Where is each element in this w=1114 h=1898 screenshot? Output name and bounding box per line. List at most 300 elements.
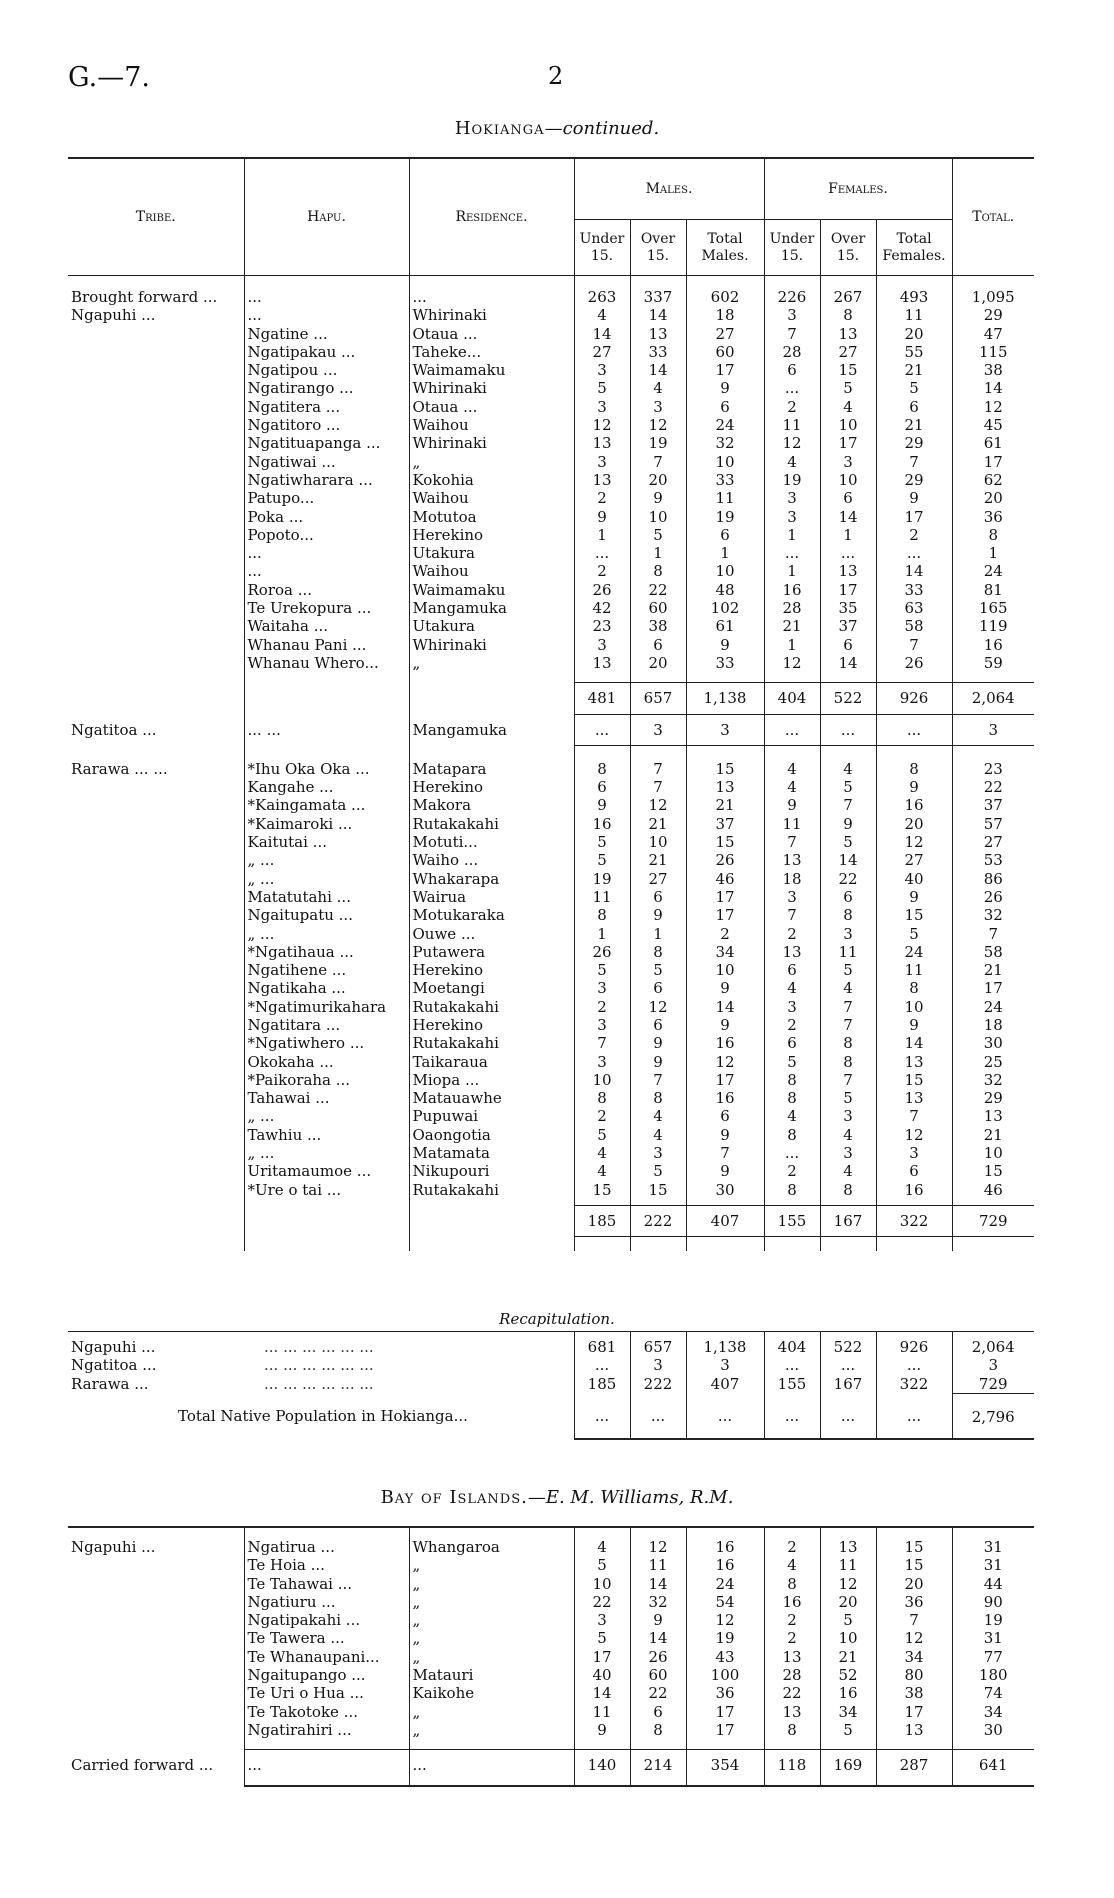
table-row xyxy=(68,1721,1034,1739)
total-females: 21 xyxy=(876,361,952,379)
males-under-15: 3 xyxy=(574,361,630,379)
females-over-15: 5 xyxy=(820,833,876,851)
males-under-15: 9 xyxy=(574,796,630,814)
total-males: 100 xyxy=(686,1666,764,1684)
spacer-cell xyxy=(952,1237,1034,1252)
females-over-15: 10 xyxy=(820,416,876,434)
males-over-15: 3 xyxy=(630,398,686,416)
spacer-cell xyxy=(244,276,409,289)
males-under-15: 22 xyxy=(574,1593,630,1611)
table-row xyxy=(68,562,1034,580)
hapu-cell: Ngatipakau ... xyxy=(244,343,409,361)
females-under-15: 28 xyxy=(764,343,820,361)
males-over-15: 11 xyxy=(630,1556,686,1574)
tribe-cell xyxy=(68,581,244,599)
header-residence: Residence. xyxy=(409,158,574,276)
females-over-15: 3 xyxy=(820,1107,876,1125)
table-row xyxy=(68,1181,1034,1199)
tribe-cell xyxy=(68,1666,244,1684)
spacer-cell xyxy=(686,672,764,683)
males-under-15: 8 xyxy=(574,906,630,924)
spacer-cell xyxy=(244,672,409,683)
residence-cell: Utakura xyxy=(409,617,574,635)
residence-cell: Otaua ... xyxy=(409,398,574,416)
spacer-cell xyxy=(630,672,686,683)
header-hapu: Hapu. xyxy=(244,158,409,276)
table-row xyxy=(68,1575,1034,1593)
males-under-15: 4 xyxy=(574,306,630,324)
total-males: 16 xyxy=(686,1556,764,1574)
females-over-15: 17 xyxy=(820,434,876,452)
total-females: 13 xyxy=(876,1721,952,1739)
table-row xyxy=(68,998,1034,1016)
females-over-15: 13 xyxy=(820,1538,876,1556)
total-males: 17 xyxy=(686,1703,764,1721)
tribe-cell xyxy=(68,1575,244,1593)
males-over-15: 7 xyxy=(630,1071,686,1089)
females-under-15: 4 xyxy=(764,453,820,471)
residence-cell: Waimamaku xyxy=(409,361,574,379)
total-females: 9 xyxy=(876,1016,952,1034)
header-females-over-15: Over 15. xyxy=(820,220,876,276)
hapu-cell: „ ... xyxy=(244,851,409,869)
spacer-cell xyxy=(409,1739,574,1750)
total-cell: 61 xyxy=(952,434,1034,452)
tribe-cell: Ngapuhi ... xyxy=(71,306,156,325)
tribe-cell xyxy=(68,398,244,416)
females-over-15: 11 xyxy=(820,943,876,961)
males-over-15: 12 xyxy=(630,1538,686,1556)
males-over-15: 6 xyxy=(630,1016,686,1034)
males-over-15: 7 xyxy=(630,778,686,796)
females-over-15: 4 xyxy=(820,398,876,416)
tribe-cell xyxy=(68,1611,244,1629)
total-males: 48 xyxy=(686,581,764,599)
tribe-cell xyxy=(68,925,244,943)
spacer-cell xyxy=(952,276,1034,289)
total-males: 9 xyxy=(686,1016,764,1034)
total-males: 34 xyxy=(686,943,764,961)
tribe-cell xyxy=(68,1107,244,1125)
hokianga-table xyxy=(68,157,1034,1251)
hapu-cell: ... xyxy=(244,288,409,306)
hapu-cell: Poka ... xyxy=(244,508,409,526)
total-males: 54 xyxy=(686,1593,764,1611)
hapu-cell: Te Whanaupani... xyxy=(244,1648,409,1666)
spacer-cell xyxy=(952,745,1034,760)
total-females: 13 xyxy=(876,1089,952,1107)
males-over-15: 14 xyxy=(630,1629,686,1647)
hapu-cell: Ngatipakahi ... xyxy=(244,1611,409,1629)
table-row xyxy=(68,1684,1034,1702)
total-cell: 16 xyxy=(952,636,1034,654)
tribe-cell xyxy=(68,416,244,434)
residence-cell: Whangaroa xyxy=(409,1538,574,1556)
spacer-cell xyxy=(630,276,686,289)
section-title-main: Hokianga xyxy=(454,118,545,139)
females-over-15: 10 xyxy=(820,471,876,489)
tribe-cell: Ngatitoa ... xyxy=(71,720,157,739)
tribe-cell xyxy=(68,943,244,961)
spacer-cell xyxy=(244,745,409,760)
females-over-15: 5 xyxy=(820,1611,876,1629)
males-under-15: 5 xyxy=(574,1629,630,1647)
tribe-cell xyxy=(68,906,244,924)
females-over-15: 8 xyxy=(820,1181,876,1199)
total-males: 602 xyxy=(686,288,764,306)
table-row xyxy=(68,979,1034,997)
tribe-cell xyxy=(68,1593,244,1611)
hapu-cell: Ngaitupango ... xyxy=(244,1666,409,1684)
tribe-cell xyxy=(68,1053,244,1071)
total-males: 6 xyxy=(686,398,764,416)
females-under-15: 6 xyxy=(764,1034,820,1052)
females-under-15: 7 xyxy=(764,325,820,343)
males-over-15: 6 xyxy=(630,888,686,906)
males-under-15: 6 xyxy=(574,778,630,796)
females-under-15: 3 xyxy=(764,306,820,324)
males-under-15: 13 xyxy=(574,654,630,672)
residence-cell: Matapara xyxy=(409,760,574,778)
females-under-15: 118 xyxy=(764,1750,820,1786)
males-under-15: 3 xyxy=(574,398,630,416)
males-over-15: 33 xyxy=(630,343,686,361)
females-over-15: 7 xyxy=(820,1071,876,1089)
males-over-15: 9 xyxy=(630,1053,686,1071)
total-females: 9 xyxy=(876,778,952,796)
females-over-15: 10 xyxy=(820,1629,876,1647)
hapu-cell: Popoto... xyxy=(244,526,409,544)
header-males: Males. xyxy=(574,158,764,220)
males-under-15: 9 xyxy=(574,508,630,526)
total-cell: 45 xyxy=(952,416,1034,434)
leader-dots: ... ... ... ... ... ... xyxy=(264,1356,374,1375)
total-males: 15 xyxy=(686,760,764,778)
females-over-15: 5 xyxy=(820,1089,876,1107)
hapu-cell: Ngatituapanga ... xyxy=(244,434,409,452)
tribe-cell xyxy=(68,778,244,796)
header-males-under-15: Under 15. xyxy=(574,220,630,276)
females-over-15: 14 xyxy=(820,654,876,672)
males-over-15: 3 xyxy=(630,1144,686,1162)
table-row xyxy=(68,361,1034,379)
total-females: 287 xyxy=(876,1750,952,1786)
females-under-15: ... xyxy=(764,721,820,739)
residence-cell: Herekino xyxy=(409,778,574,796)
residence-cell: „ xyxy=(409,1556,574,1574)
hapu-cell: Matatutahi ... xyxy=(244,888,409,906)
females-under-15: 3 xyxy=(764,489,820,507)
hapu-cell: Waitaha ... xyxy=(244,617,409,635)
total-females: 58 xyxy=(876,617,952,635)
spacer-cell xyxy=(876,745,952,760)
total-males: 24 xyxy=(686,1575,764,1593)
females-under-15: 404 xyxy=(764,683,820,714)
males-under-15: 2 xyxy=(574,998,630,1016)
total-cell: 30 xyxy=(952,1721,1034,1739)
males-under-15: 15 xyxy=(574,1181,630,1199)
residence-cell: Otaua ... xyxy=(409,325,574,343)
males-under-15: 9 xyxy=(574,1721,630,1739)
females-under-15: ... xyxy=(764,544,820,562)
females-under-15: 2 xyxy=(764,1629,820,1647)
females-under-15: ... xyxy=(764,379,820,397)
total-cell: 17 xyxy=(952,979,1034,997)
females-over-15: 8 xyxy=(820,906,876,924)
females-under-15: 1 xyxy=(764,526,820,544)
recap-row xyxy=(68,1356,1034,1374)
residence-cell: „ xyxy=(409,1593,574,1611)
ngatitoa-row xyxy=(68,721,1034,739)
hapu-cell: Tahawai ... xyxy=(244,1089,409,1107)
total-females: 9 xyxy=(876,489,952,507)
total-females: 6 xyxy=(876,398,952,416)
tribe-cell xyxy=(68,636,244,654)
leader-dots: ... ... ... ... ... ... xyxy=(264,1338,374,1356)
total-females: 14 xyxy=(876,1034,952,1052)
spacer-cell xyxy=(68,1739,244,1750)
total-females: 33 xyxy=(876,581,952,599)
total-cell: 30 xyxy=(952,1034,1034,1052)
residence-cell: Kokohia xyxy=(409,471,574,489)
tribe-cell xyxy=(68,453,244,471)
table-row xyxy=(68,526,1034,544)
hapu-cell: „ ... xyxy=(244,925,409,943)
total-males: 10 xyxy=(686,562,764,580)
females-over-15: 6 xyxy=(820,888,876,906)
total-males: 19 xyxy=(686,1629,764,1647)
spacer-cell xyxy=(244,1739,409,1750)
total-females: 926 xyxy=(876,683,952,714)
total-cell: 46 xyxy=(952,1181,1034,1199)
tribe-cell xyxy=(68,544,244,562)
females-under-15: 4 xyxy=(764,760,820,778)
spacer-cell xyxy=(409,672,574,683)
table-row xyxy=(68,870,1034,888)
females-under-15: 2 xyxy=(764,1538,820,1556)
females-under-15: 155 xyxy=(764,1375,820,1394)
total-cell: 29 xyxy=(952,306,1034,324)
total-cell: 24 xyxy=(952,562,1034,580)
males-over-15: 10 xyxy=(630,833,686,851)
tribe-cell xyxy=(68,1071,244,1089)
females-over-15: 6 xyxy=(820,636,876,654)
table-row xyxy=(68,1162,1034,1180)
total-males: 11 xyxy=(686,489,764,507)
tribe-cell xyxy=(68,961,244,979)
females-under-15: 2 xyxy=(764,1016,820,1034)
total-cell: 31 xyxy=(952,1629,1034,1647)
hapu-cell: *Ngatimurikahara xyxy=(244,998,409,1016)
females-over-15: ... xyxy=(820,544,876,562)
spacer-cell xyxy=(952,1527,1034,1538)
females-over-15: 3 xyxy=(820,453,876,471)
females-over-15: 3 xyxy=(820,925,876,943)
females-over-15: 52 xyxy=(820,1666,876,1684)
total-cell: 1 xyxy=(952,544,1034,562)
males-under-15: 481 xyxy=(574,683,630,714)
spacer-cell xyxy=(686,745,764,760)
table-row xyxy=(68,379,1034,397)
table-row xyxy=(68,508,1034,526)
residence-cell: Waihou xyxy=(409,416,574,434)
total-cell: 115 xyxy=(952,343,1034,361)
total-cell: 10 xyxy=(952,1144,1034,1162)
males-under-15: 140 xyxy=(574,1750,630,1786)
males-under-15: 16 xyxy=(574,815,630,833)
total-females: 80 xyxy=(876,1666,952,1684)
females-over-15: 4 xyxy=(820,979,876,997)
hapu-cell: „ ... xyxy=(244,1144,409,1162)
total-males: 9 xyxy=(686,636,764,654)
spacer-cell xyxy=(68,672,244,683)
hapu-cell: *Ure o tai ... xyxy=(244,1181,409,1199)
total-cell: 3 xyxy=(952,1356,1034,1374)
total-cell: 36 xyxy=(952,508,1034,526)
total-males: 16 xyxy=(686,1034,764,1052)
total-males: 60 xyxy=(686,343,764,361)
males-over-15: 4 xyxy=(630,379,686,397)
males-over-15: 5 xyxy=(630,526,686,544)
table-row xyxy=(68,1629,1034,1647)
total-females: 11 xyxy=(876,306,952,324)
residence-cell: Taheke... xyxy=(409,343,574,361)
table-row xyxy=(68,398,1034,416)
males-over-15: 20 xyxy=(630,654,686,672)
tribe-cell xyxy=(68,1034,244,1052)
males-over-15: 3 xyxy=(630,1356,686,1374)
table-row xyxy=(68,906,1034,924)
tribe-cell xyxy=(68,617,244,635)
tribe-cell xyxy=(68,1205,244,1236)
females-over-15: 5 xyxy=(820,379,876,397)
males-under-15: 1 xyxy=(574,526,630,544)
total-males: 9 xyxy=(686,979,764,997)
total-females: 322 xyxy=(876,1205,952,1236)
residence-cell: Oaongotia xyxy=(409,1126,574,1144)
total-females: 20 xyxy=(876,325,952,343)
table-row xyxy=(68,1126,1034,1144)
tribe-cell: Rarawa ... ... xyxy=(71,759,168,778)
table-row xyxy=(68,815,1034,833)
hapu-cell: ... xyxy=(244,306,409,324)
males-under-15: 19 xyxy=(574,870,630,888)
females-over-15: 8 xyxy=(820,1034,876,1052)
hapu-cell: Ngatine ... xyxy=(244,325,409,343)
females-over-15: 4 xyxy=(820,1126,876,1144)
spacer-cell xyxy=(574,672,630,683)
males-under-15: 5 xyxy=(574,851,630,869)
hapu-cell: Te Uri o Hua ... xyxy=(244,1684,409,1702)
tribe-cell xyxy=(68,1703,244,1721)
total-males: 14 xyxy=(686,998,764,1016)
females-under-15: 7 xyxy=(764,833,820,851)
table-row xyxy=(68,617,1034,635)
total-females: 15 xyxy=(876,1538,952,1556)
males-under-15: 2 xyxy=(574,562,630,580)
table-row xyxy=(68,581,1034,599)
total-males: 17 xyxy=(686,361,764,379)
males-over-15: 15 xyxy=(630,1181,686,1199)
rarawa-total-row xyxy=(68,1205,1034,1236)
males-under-15: 17 xyxy=(574,1648,630,1666)
hapu-cell: Tawhiu ... xyxy=(244,1126,409,1144)
residence-cell: „ xyxy=(409,1721,574,1739)
total-females: 16 xyxy=(876,1181,952,1199)
females-over-15: 7 xyxy=(820,998,876,1016)
table-row xyxy=(68,796,1034,814)
hapu-cell: Ngatirahiri ... xyxy=(244,1721,409,1739)
tribe-cell xyxy=(68,343,244,361)
header-total-males: Total Males. xyxy=(686,220,764,276)
hapu-cell: Ngatiuru ... xyxy=(244,1593,409,1611)
males-over-15: 9 xyxy=(630,489,686,507)
total-females: 20 xyxy=(876,1575,952,1593)
total-females: 7 xyxy=(876,636,952,654)
males-over-15: 8 xyxy=(630,1721,686,1739)
table-row xyxy=(68,471,1034,489)
table-row xyxy=(68,1593,1034,1611)
hapu-cell: Te Tahawai ... xyxy=(244,1575,409,1593)
total-females: 15 xyxy=(876,1556,952,1574)
males-under-15: 3 xyxy=(574,636,630,654)
hapu-cell: Ngatihene ... xyxy=(244,961,409,979)
spacer-cell xyxy=(952,1739,1034,1750)
residence-cell: Ouwe ... xyxy=(409,925,574,943)
total-native-row xyxy=(68,1393,1034,1439)
females-under-15: 8 xyxy=(764,1575,820,1593)
males-over-15: 12 xyxy=(630,998,686,1016)
total-females: 926 xyxy=(876,1338,952,1356)
females-under-15: ... xyxy=(764,1144,820,1162)
total-native-label: Total Native Population in Hokianga... xyxy=(178,1407,468,1426)
tribe-cell xyxy=(68,1144,244,1162)
total-males: ... xyxy=(686,1393,764,1439)
spacer-cell xyxy=(876,1237,952,1252)
males-over-15: 337 xyxy=(630,288,686,306)
total-cell: 38 xyxy=(952,361,1034,379)
table-row xyxy=(68,778,1034,796)
males-over-15: 4 xyxy=(630,1126,686,1144)
table-row xyxy=(68,1053,1034,1071)
spacer-row xyxy=(68,1739,1034,1750)
males-over-15: 14 xyxy=(630,1575,686,1593)
males-over-15: 21 xyxy=(630,815,686,833)
total-females: 2 xyxy=(876,526,952,544)
females-under-15: 404 xyxy=(764,1338,820,1356)
hapu-cell: Ngatitoro ... xyxy=(244,416,409,434)
spacer-cell xyxy=(686,1237,764,1252)
total-males: 36 xyxy=(686,1684,764,1702)
hapu-cell: *Kaingamata ... xyxy=(244,796,409,814)
females-over-15: ... xyxy=(820,1393,876,1439)
males-over-15: 14 xyxy=(630,306,686,324)
total-cell: 165 xyxy=(952,599,1034,617)
females-under-15: 19 xyxy=(764,471,820,489)
total-cell: 37 xyxy=(952,796,1034,814)
females-under-15: 2 xyxy=(764,925,820,943)
residence-cell: Whirinaki xyxy=(409,636,574,654)
females-under-15: 3 xyxy=(764,508,820,526)
total-females: 55 xyxy=(876,343,952,361)
total-males: 407 xyxy=(686,1375,764,1394)
total-females: 36 xyxy=(876,1593,952,1611)
females-over-15: 5 xyxy=(820,961,876,979)
total-cell: 58 xyxy=(952,943,1034,961)
total-females: 17 xyxy=(876,1703,952,1721)
males-under-15: 8 xyxy=(574,760,630,778)
table-row xyxy=(68,1703,1034,1721)
